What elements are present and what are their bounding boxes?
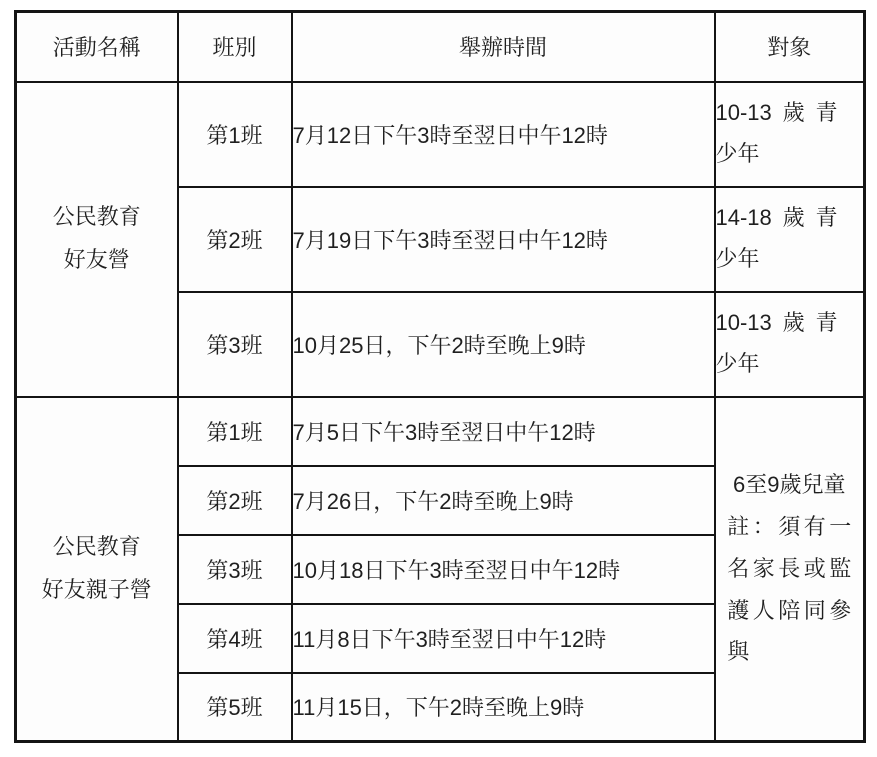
class-cell: 第2班 <box>178 466 292 535</box>
audience-cell <box>715 82 865 187</box>
time-cell: 11月8日下午3時至翌日中午12時 <box>292 604 715 673</box>
audience-text: 10-13歲青少年 <box>715 310 838 376</box>
audience-text: 6至9歲兒童 <box>733 472 846 498</box>
table-row <box>16 397 865 466</box>
class-cell: 第1班 <box>178 397 292 466</box>
audience-text: 10-13歲青少年 <box>715 100 838 166</box>
class-cell: 第1班 <box>178 82 292 187</box>
class-cell: 第3班 <box>178 292 292 397</box>
table-row <box>16 82 865 187</box>
time-cell: 7月12日下午3時至翌日中午12時 <box>292 82 715 187</box>
class-cell: 第4班 <box>178 604 292 673</box>
header-audience: 對象 <box>715 12 865 82</box>
time-cell: 7月5日下午3時至翌日中午12時 <box>292 397 715 466</box>
time-cell: 11月15日，下午2時至晚上9時 <box>292 673 715 742</box>
activity-name-line: 好友營 <box>63 247 130 272</box>
audience-note-text: 註：須有一名家長或監護人陪同參與 <box>727 514 852 665</box>
header-time: 舉辦時間 <box>292 12 715 82</box>
class-cell: 第5班 <box>178 673 292 742</box>
activity-name-line: 公民教育 <box>52 533 141 559</box>
activity-name-line: 公民教育 <box>52 204 141 230</box>
audience-text: 14-18歲青少年 <box>715 205 838 271</box>
audience-merged-cell <box>715 397 865 742</box>
time-cell: 10月18日下午3時至翌日中午12時 <box>292 535 715 604</box>
header-class: 班別 <box>178 12 292 82</box>
audience-cell <box>715 292 865 397</box>
activity-name-cell-group2 <box>16 397 178 742</box>
activity-name-cell-group1 <box>16 82 178 397</box>
time-cell: 7月19日下午3時至翌日中午12時 <box>292 187 715 292</box>
header-row <box>16 12 865 82</box>
class-cell: 第3班 <box>178 535 292 604</box>
header-activity-name: 活動名稱 <box>16 12 178 82</box>
time-cell: 7月26日，下午2時至晚上9時 <box>292 466 715 535</box>
activity-schedule-table <box>14 10 866 743</box>
time-cell: 10月25日，下午2時至晚上9時 <box>292 292 715 397</box>
class-cell: 第2班 <box>178 187 292 292</box>
audience-cell <box>715 187 865 292</box>
activity-name-line: 好友親子營 <box>41 576 152 602</box>
audience-merged-text <box>727 464 851 673</box>
